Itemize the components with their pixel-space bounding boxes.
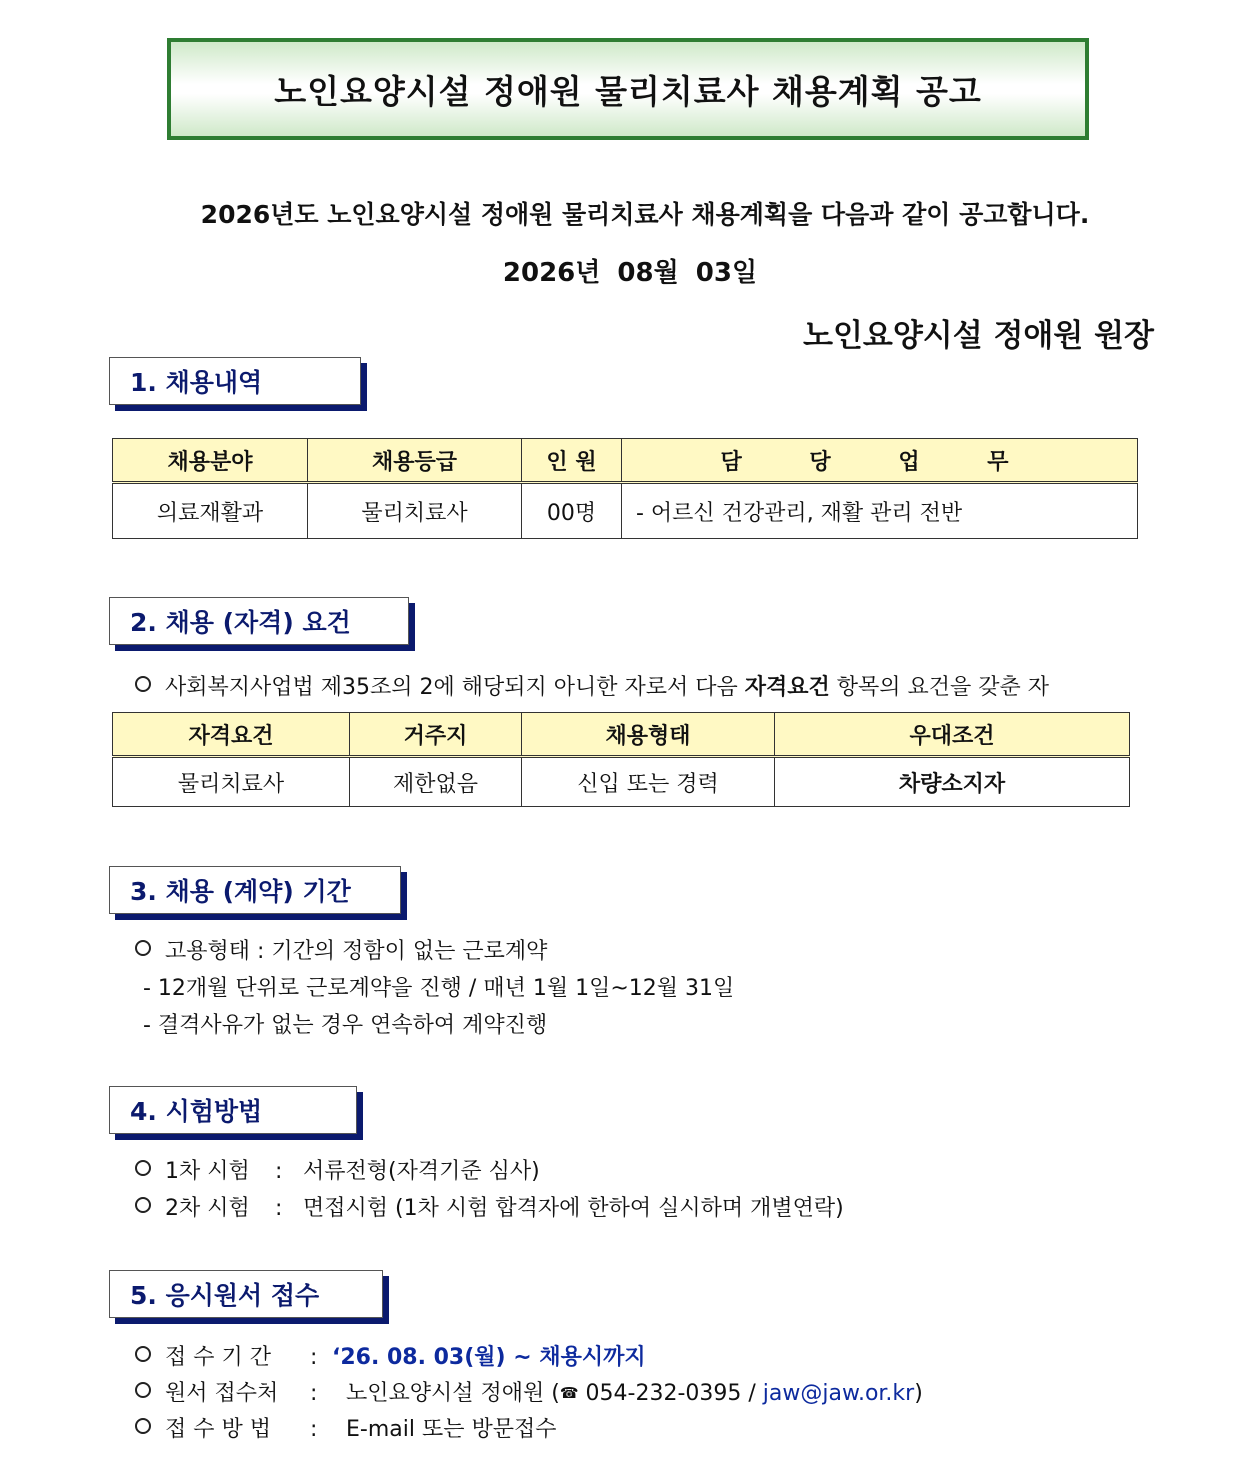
- cell-field: 의료재활과: [113, 483, 308, 539]
- apply-method: 접 수 방 법 : E-mail 또는 방문접수: [135, 1412, 556, 1443]
- circle-bullet-icon: [135, 676, 151, 692]
- phone-icon: ☎: [559, 1384, 579, 1402]
- cell-preference: 차량소지자: [775, 757, 1130, 807]
- qualification-table: [112, 712, 1130, 807]
- circle-bullet-icon: [135, 1418, 151, 1434]
- cell-duty: - 어르신 건강관리, 재활 관리 전반: [622, 483, 1138, 539]
- recruit-table: [112, 438, 1138, 539]
- section2-heading: 2. 채용 (자격) 요건: [109, 597, 409, 645]
- table-row: [113, 483, 1138, 539]
- table-row: [113, 757, 1130, 807]
- col-employment-type: 채용형태: [522, 713, 775, 757]
- col-qualification: 자격요건: [113, 713, 350, 757]
- exam-first: 1차 시험 : 서류전형(자격기준 심사): [135, 1154, 540, 1185]
- circle-bullet-icon: [135, 1160, 151, 1176]
- col-preference: 우대조건: [775, 713, 1130, 757]
- cell-grade: 물리치료사: [308, 483, 522, 539]
- exam-second: 2차 시험 : 면접시험 (1차 시험 합격자에 한하여 실시하며 개별연락): [135, 1191, 844, 1222]
- col-duty: 담 당 업 무: [622, 439, 1138, 483]
- circle-bullet-icon: [135, 1346, 151, 1362]
- section3-heading: 3. 채용 (계약) 기간: [109, 866, 401, 914]
- col-grade: 채용등급: [308, 439, 522, 483]
- contract-renewal: - 결격사유가 없는 경우 연속하여 계약진행: [143, 1013, 548, 1038]
- contract-term: - 12개월 단위로 근로계약을 진행 / 매년 1월 1일~12월 31일: [143, 976, 735, 1001]
- qualification-note: 사회복지사업법 제35조의 2에 해당되지 아니한 자로서 다음 자격요건 항목의 요건을 갖춘 자: [135, 670, 1049, 701]
- cell-employment-type: 신입 또는 경력: [522, 757, 775, 807]
- email-link[interactable]: jaw@jaw.or.kr: [762, 1381, 915, 1406]
- title-box: [167, 38, 1089, 140]
- announce-date: 2026년 08월 03일: [502, 258, 758, 288]
- circle-bullet-icon: [135, 940, 151, 956]
- contract-type: 고용형태 : 기간의 정함이 없는 근로계약: [135, 934, 547, 965]
- col-residence: 거주지: [350, 713, 522, 757]
- section4-heading: 4. 시험방법: [109, 1086, 357, 1134]
- section1-heading: 1. 채용내역: [109, 357, 361, 405]
- apply-place: 원서 접수처 : 노인요양시설 정애원 (☎ 054-232-0395 / jaw@jaw.or.kr): [135, 1376, 923, 1407]
- page-title: 노인요양시설 정애원 물리치료사 채용계획 공고: [274, 71, 982, 111]
- signer: 노인요양시설 정애원 원장: [803, 318, 1154, 354]
- circle-bullet-icon: [135, 1382, 151, 1398]
- section5-heading: 5. 응시원서 접수: [109, 1270, 383, 1318]
- circle-bullet-icon: [135, 1197, 151, 1213]
- apply-period: 접 수 기 간 : ‘26. 08. 03(월) ~ 채용시까지: [135, 1340, 646, 1371]
- cell-qualification: 물리치료사: [113, 757, 350, 807]
- intro-text: 2026년도 노인요양시설 정애원 물리치료사 채용계획을 다음과 같이 공고합니다.: [200, 200, 1090, 229]
- col-field: 채용분야: [113, 439, 308, 483]
- col-count: 인 원: [522, 439, 622, 483]
- cell-count: 00명: [522, 483, 622, 539]
- cell-residence: 제한없음: [350, 757, 522, 807]
